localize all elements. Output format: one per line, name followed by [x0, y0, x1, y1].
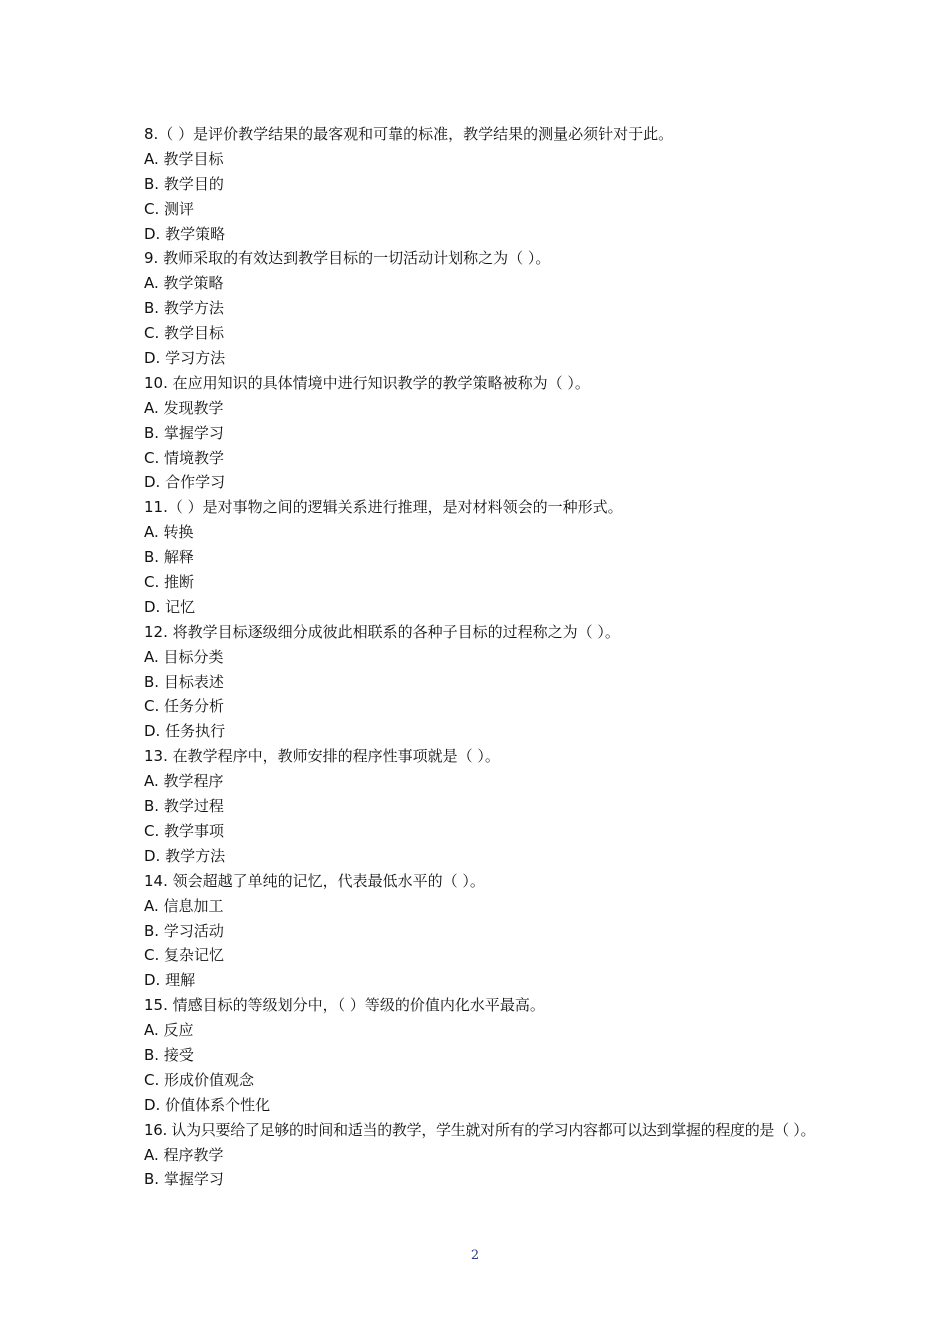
option-10a: A. 发现教学 [144, 398, 224, 417]
option-14a: A. 信息加工 [144, 896, 224, 915]
option-16b: B. 掌握学习 [144, 1170, 224, 1189]
option-13b: B. 教学过程 [144, 797, 224, 816]
option-11d: D. 记忆 [144, 597, 196, 616]
option-11b: B. 解释 [144, 548, 194, 567]
option-15b: B. 接受 [144, 1045, 194, 1064]
question-12: 12. 将教学目标逐级细分成彼此相联系的各种子目标的过程称之为（ ）。 [144, 622, 620, 641]
option-13d: D. 教学方法 [144, 846, 226, 865]
question-10: 10. 在应用知识的具体情境中进行知识教学的教学策略被称为（ ）。 [144, 373, 590, 392]
option-11a: A. 转换 [144, 523, 194, 542]
option-8d: D. 教学策略 [144, 224, 226, 243]
option-9d: D. 学习方法 [144, 349, 226, 368]
question-9: 9. 教师采取的有效达到教学目标的一切活动计划称之为（ ）。 [144, 249, 551, 268]
option-16a: A. 程序教学 [144, 1145, 224, 1164]
option-14d: D. 理解 [144, 971, 196, 990]
option-15a: A. 反应 [144, 1021, 194, 1040]
question-11: 11.（ ）是对事物之间的逻辑关系进行推理，是对材料领会的一种形式。 [144, 498, 623, 517]
option-13a: A. 教学程序 [144, 772, 224, 791]
option-12d: D. 任务执行 [144, 722, 226, 741]
question-15: 15. 情感目标的等级划分中，（ ）等级的价值内化水平最高。 [144, 996, 545, 1015]
option-8b: B. 教学目的 [144, 174, 224, 193]
option-10c: C. 情境教学 [144, 448, 225, 467]
option-15c: C. 形成价值观念 [144, 1070, 255, 1089]
option-8a: A. 教学目标 [144, 149, 224, 168]
option-13c: C. 教学事项 [144, 821, 225, 840]
option-15d: D. 价值体系个性化 [144, 1095, 271, 1114]
option-10b: B. 掌握学习 [144, 423, 224, 442]
question-16: 16. 认为只要给了足够的时间和适当的教学，学生就对所有的学习内容都可以达到掌握的程度的是（ ）。 [144, 1120, 816, 1139]
question-8: 8.（ ）是评价教学结果的最客观和可靠的标准，教学结果的测量必须针对于此。 [144, 125, 674, 143]
option-10d: D. 合作学习 [144, 473, 226, 492]
option-12c: C. 任务分析 [144, 697, 225, 716]
option-8c: C. 测评 [144, 199, 195, 218]
document-body [144, 122, 824, 1192]
question-14: 14. 领会超越了单纯的记忆，代表最低水平的（ ）。 [144, 871, 485, 890]
option-12b: B. 目标表述 [144, 672, 224, 691]
option-9b: B. 教学方法 [144, 299, 224, 318]
question-13: 13. 在教学程序中，教师安排的程序性事项就是（ ）。 [144, 747, 500, 766]
option-14c: C. 复杂记忆 [144, 946, 225, 965]
option-12a: A. 目标分类 [144, 647, 224, 666]
option-9c: C. 教学目标 [144, 324, 225, 343]
page-number: 2 [470, 1248, 480, 1263]
option-9a: A. 教学策略 [144, 274, 224, 293]
option-14b: B. 学习活动 [144, 921, 224, 940]
option-11c: C. 推断 [144, 573, 195, 592]
